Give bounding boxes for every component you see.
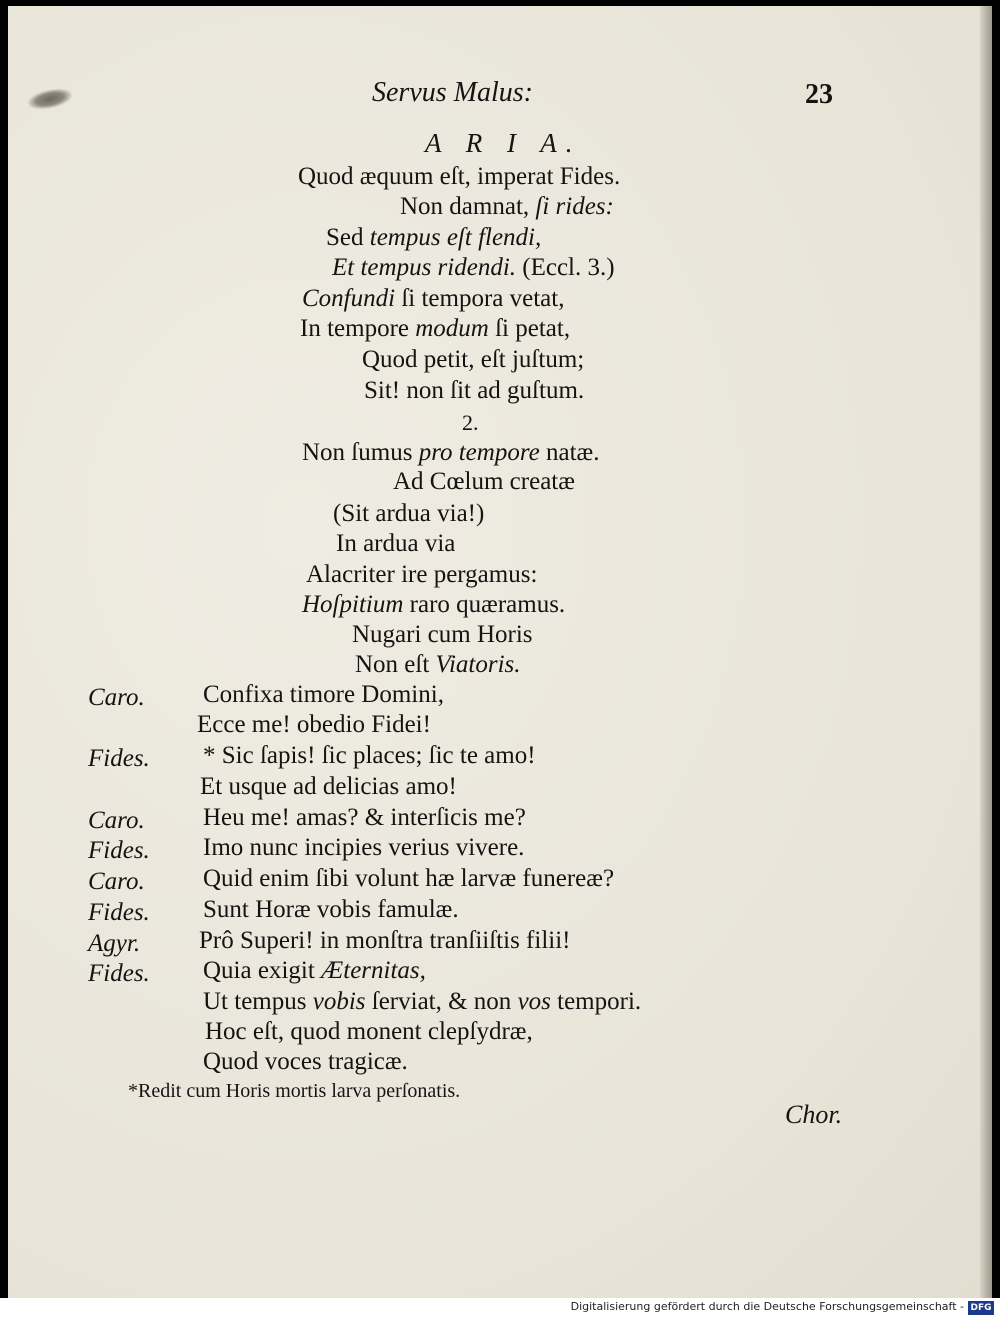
verse-text: In tempore <box>300 315 416 342</box>
verse-line <box>306 560 537 590</box>
speaker-label: Fides. <box>88 837 150 864</box>
dialogue-text: tempori. <box>550 988 642 1015</box>
dialogue-line <box>197 710 431 740</box>
dialogue-text: Confixa timore Domini, <box>203 681 444 708</box>
verse-line <box>302 284 564 314</box>
footnote: *Redit cum Horis mortis larva perſonatis. <box>128 1080 461 1102</box>
verse-line <box>355 650 521 680</box>
verse-text: Quod petit, eſt juſtum; <box>362 346 585 373</box>
dialogue-text: Heu me! amas? & interſicis me? <box>203 804 526 831</box>
dialogue-line <box>203 833 524 863</box>
verse-text: (Eccl. 3.) <box>516 254 615 281</box>
dialogue-text: Et usque ad delicias amo! <box>200 773 457 800</box>
dialogue-line <box>203 680 444 710</box>
verse-line <box>302 438 599 468</box>
stanza-number: 2. <box>462 410 479 435</box>
verse-text: (Sit ardua via!) <box>333 500 485 527</box>
dialogue-italic: vobis <box>312 988 366 1015</box>
dialogue-italic: Æternitas, <box>321 957 426 984</box>
verse-italic: ſi rides: <box>535 193 614 220</box>
verse-text: ſi petat, <box>488 315 571 342</box>
dialogue-line <box>203 895 459 925</box>
dialogue-line <box>203 741 536 771</box>
verse-text: Ad Cœlum creatæ <box>393 468 575 495</box>
aria-heading: A R I A. <box>425 128 582 158</box>
speaker-label: Caro. <box>88 807 145 834</box>
page-number: 23 <box>805 79 833 110</box>
speaker-label: Caro. <box>88 868 145 895</box>
verse-line <box>362 345 584 375</box>
verse-text: natæ. <box>539 439 600 466</box>
verse-text: In ardua via <box>336 530 456 557</box>
verse-line <box>352 620 533 650</box>
page-edge <box>980 6 992 1298</box>
dialogue-text: * Sic ſapis! ſic places; ſic te amo! <box>203 742 536 769</box>
speaker-label: Fides. <box>88 899 150 926</box>
verse-italic: Confundi <box>302 285 396 312</box>
verse-text: Sit! non ſit ad guſtum. <box>364 377 585 404</box>
dialogue-line <box>203 1047 408 1077</box>
dfg-logo-icon: DFG <box>968 1301 994 1315</box>
catchword: Chor. <box>785 1100 843 1129</box>
dialogue-italic: vos <box>517 988 551 1015</box>
speaker-label: Caro. <box>88 684 145 711</box>
dialogue-text: Ecce me! obedio Fidei! <box>197 711 431 738</box>
verse-italic: Et tempus ridendi. <box>332 254 517 281</box>
dialogue-line <box>203 956 426 986</box>
verse-line <box>298 162 620 192</box>
dialogue-text: Imo nunc incipies verius vivere. <box>203 834 525 861</box>
verse-line <box>364 376 584 406</box>
verse-italic: modum <box>415 315 489 342</box>
verse-line <box>326 223 541 253</box>
dialogue-text: Hoc eſt, quod monent clepſydræ, <box>205 1018 533 1045</box>
dialogue-text: Quia exigit <box>203 957 322 984</box>
running-title: Servus Malus: <box>372 77 533 108</box>
verse-line <box>393 467 575 497</box>
dialogue-text: ſerviat, & non <box>365 988 518 1015</box>
verse-text: Non ſumus <box>302 439 419 466</box>
dialogue-text: Quod voces tragicæ. <box>203 1048 408 1075</box>
verse-line <box>332 253 615 283</box>
verse-line <box>302 590 565 620</box>
verse-line <box>300 314 570 344</box>
dialogue-line <box>205 1017 533 1047</box>
dialogue-text: Sunt Horæ vobis famulæ. <box>203 896 459 923</box>
verse-italic: Viatoris. <box>435 651 521 678</box>
dialogue-text: Prô Superi! in monſtra tranſiiſtis filii! <box>199 927 571 954</box>
verse-italic: Hoſpitium <box>302 591 404 618</box>
verse-line <box>333 499 484 529</box>
verse-text: ſi tempora vetat, <box>395 285 565 312</box>
verse-text: Non eſt <box>355 651 436 678</box>
verse-text: Alacriter ire pergamus: <box>306 561 538 588</box>
verse-line <box>400 192 614 222</box>
verse-line <box>336 529 455 559</box>
verse-text: Quod æquum eſt, imperat Fides. <box>298 163 621 190</box>
funding-credit: Digitalisierung gefördert durch die Deutsche Forschungsgemeinschaft - <box>570 1300 964 1313</box>
speaker-label: Fides. <box>88 960 150 987</box>
verse-text: Non damnat, <box>400 193 536 220</box>
dialogue-line <box>200 772 457 802</box>
speaker-label: Fides. <box>88 745 150 772</box>
verse-text: raro quæramus. <box>403 591 566 618</box>
dialogue-text: Ut tempus <box>203 988 313 1015</box>
speaker-label: Agyr. <box>88 930 141 957</box>
verse-text: Nugari cum Horis <box>352 621 533 648</box>
dialogue-line <box>203 803 526 833</box>
verse-italic: tempus eſt flendi, <box>369 224 542 251</box>
dialogue-text: Quid enim ſibi volunt hæ larvæ funereæ? <box>203 865 615 892</box>
dialogue-line <box>199 926 570 956</box>
verse-italic: pro tempore <box>418 439 540 466</box>
dialogue-line <box>203 987 641 1017</box>
digitization-footer <box>0 1298 1000 1319</box>
verse-text: Sed <box>326 224 370 251</box>
dialogue-line <box>203 864 614 894</box>
